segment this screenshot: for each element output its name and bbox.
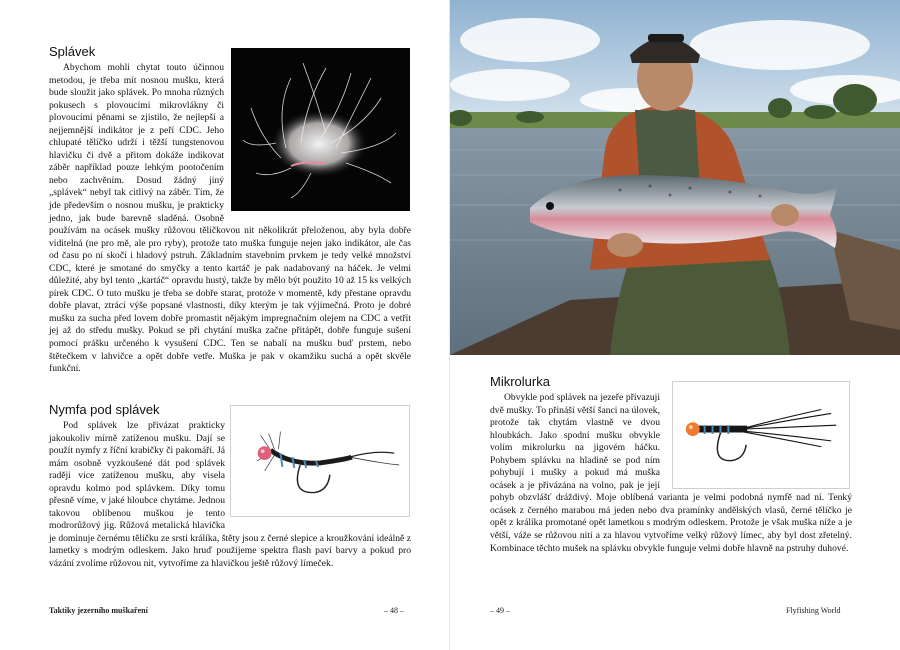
nymfa-body: Pod splávek lze přivázat prakticky jakoukoliv mírně zatíženou mušku. Dají se použít nymfy z říční krabičky či pakomáří. Já mám osobně vyzkoušené dát pod splávek raději více zatíženou mušku, aby visela opravdu kolmo pod splávkem. Díky tomu přesně víme, v jaké hloubce chytáme. Jednou takovou oblíbenou muškou je tento modrorůžový jig. Růžová metalická hlavička je dominuje černému tělíčku ze srsti králíka, štěty jsou z černé slepice a kroužkování ideálně z lametky s modrým odleskem. Jako hruď použijeme spektra flash paví barvy a pokud pro vázání zvolíme růžovou nit, vytvoříme za hlavičkou ještě růžový límeček. [49,420,411,570]
footer-left-title: Taktiky jezerního muškaření [49,606,148,615]
footer-right-publisher: Flyfishing World [786,606,841,615]
heading-mikrolurka: Mikrolurka [490,374,550,389]
footer-right-page-number: – 49 – [490,606,510,615]
footer-left-page-number: – 48 – [384,606,404,615]
angler-with-trout-photo [450,0,900,355]
float-spacer [225,420,411,527]
splavek-text [49,62,411,376]
heading-splavek: Splávek [49,44,96,59]
mikrolurka-body: Obvykle pod splávek na jezeře přivazuji dvě mušky. To přináší větší šanci na úlovek, protože tak chytám vlastně ve dvou hloubkách. Jako spodní mušku obvykle volím mikrolurku na jigovém háčku. Pohybem splávku na hladině se pod ním pohybují i mušky a pokud má muška ocásek a je přivázána na volno, pak je její pohyb obzvlášť dráždivý. Moje oblíbená varianta je velmi podobná nymfě nad ní. Tenký ocásek z černého marabou má jeden nebo dva pramínky andělských vlasů, černé tělíčko je opět z králíka promotané opět lametkou s modrým odleskem. Protože je však muška níže a je větší, váže se růžovou nití a za hlavou vytvoříme velký růžový límec, aby byl dost zřetelný. Kombinace těchto mušek na splávku obvykle funguje velmi dobře hlavně na pstruhy duhové. [490,392,852,554]
heading-nymfa: Nymfa pod splávek [49,402,160,417]
float-spacer [660,392,852,490]
mikrolurka-text [490,392,852,555]
nymfa-text [49,420,411,571]
right-page [450,0,900,650]
splavek-body: Abychom mohli chytat touto účinnou metodou, je třeba mít nosnou mušku, která bude sloužit jako splávek. Po mnoha různých pokusech s plovoucími mikrovlákny či plovoucími pěnami se zjistilo, že nejlepší a nejjemnější indikátor je z peří CDC. Jeho chlupaté tělíčko udrží i těžší tungstenovou hlavičku či dvě a přitom dokáže indikovat záběr například pouze lehkým pootočením nebo zachvěním. Dosud žádný jiný „splávek“ nebyl tak citlivý na záběr. Tím, že jde především o nosnou mušku, je prakticky jedno, jak bude barevně sladěná. Osobně používám na ocásek mušky růžovou tělíčkovou nit několikrát přeloženou, aby byla dobře viditelná (ne pro mě, ale pro ryby), protože tato muška funguje nejen jako indikátor, ale čas od času po ní skočí i hladový pstruh. Základním stavebním prvkem je tedy velké množství CDC, které je smotané do smyčky a tento kartáč je pak nadabovaný na háček. Je velmi důležité, aby byl tento „kartáč“ opravdu hustý, takže by mělo být použito 10 až 15 ks velkých pírek CDC. O tuto mušku je třeba se dobře starat, protože v momentě, kdy přestane opravdu dobře plavat, ztrácí výše popsané vlastnosti, díky kterým je tak výjimečná. Proto je dobré mušku za sucha před lovem dobře promastit nějakým impregnačním olejem na CDC a vetřít jej až do středu mušky. Pokud se při chytání muška začne přitápět, dobře funguje sušení pomocí prášku určeného k vysušení CDC. Ten se nabalí na mušku buď prstem, nebo štětečkem v lahvičce a opět dobře vetře. Muška je pak v okamžiku suchá a opět skvěle funkční. [49,62,411,375]
float-spacer [224,62,411,214]
